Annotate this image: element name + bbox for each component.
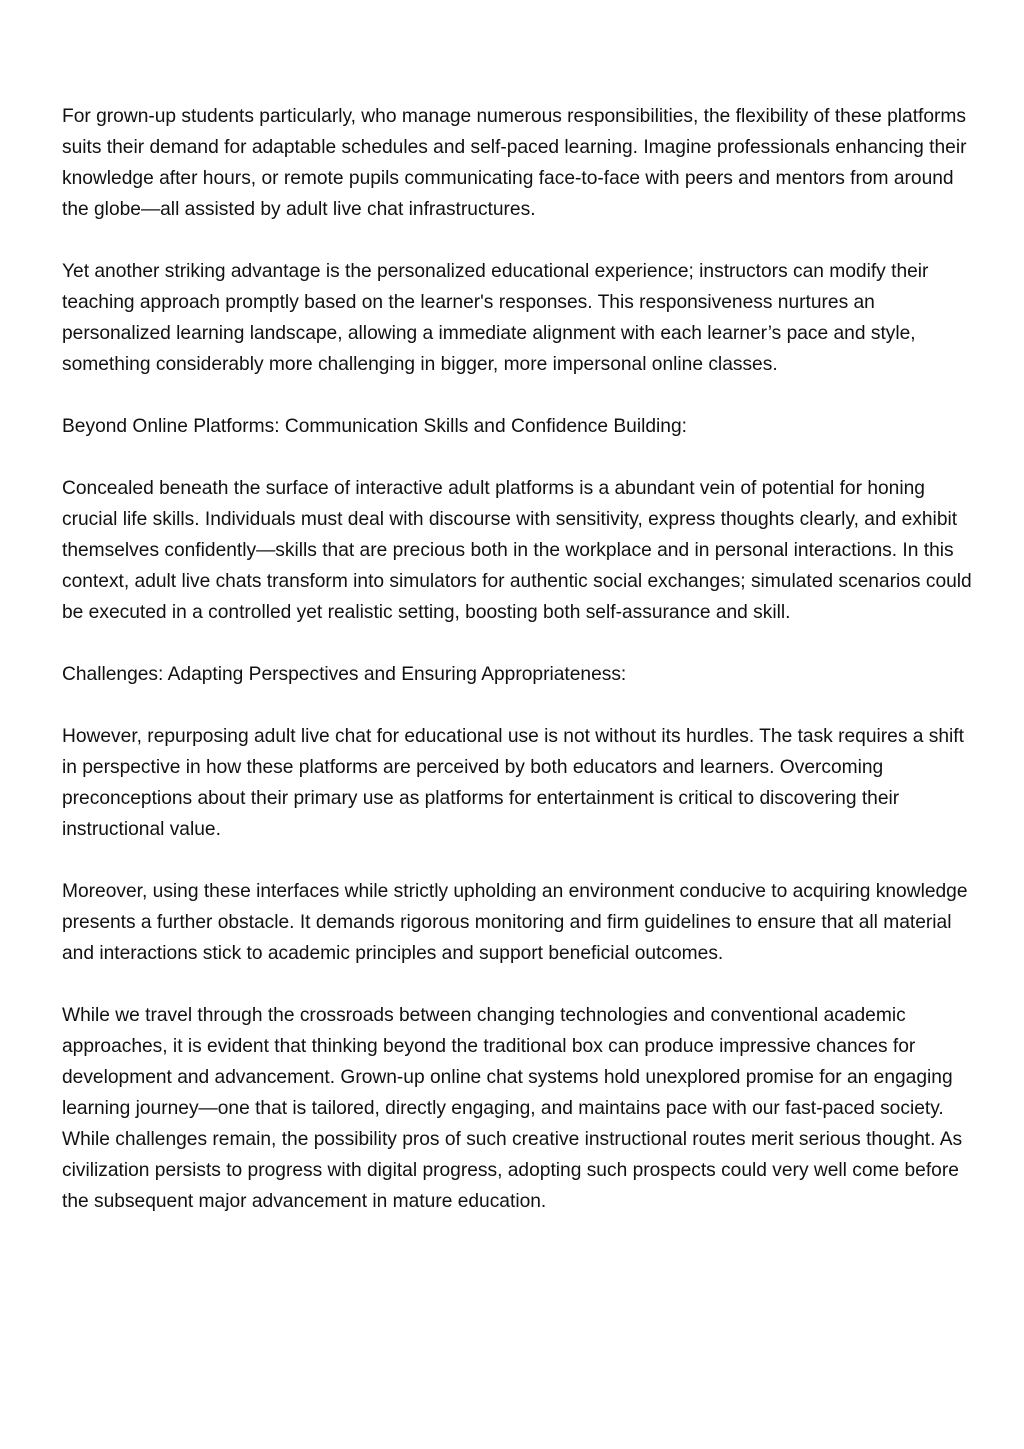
paragraph-monitoring-guidelines: Moreover, using these interfaces while strictly upholding an environment conducive to acquiring knowledge presents a further obstacle. It demands rigorous monitoring and firm guidelines to ensure that all material and interactions stick to academic principles and support beneficial outcomes. — [62, 881, 968, 964]
paragraph-flexibility: For grown-up students particularly, who manage numerous responsibilities, the flexibility of these platforms suits their demand for adaptable schedules and self-paced learning. Imagine professionals enhancing their knowledge after hours, or remote pupils communicating face-to-face with peers and mentors from around the globe—all assisted by adult live chat infrastructures. — [62, 106, 967, 220]
paragraph-life-skills: Concealed beneath the surface of interactive adult platforms is a abundant vein of potential for honing crucial life skills. Individuals must deal with discourse with sensitivity, express thoughts clearly, and exhibit themselves confidently—skills that are precious both in the workplace and in personal interactions. In this context, adult live chats transform into simulators for authentic social exchanges; simulated scenarios could be executed in a controlled yet realistic setting, boosting both self-assurance and skill. — [62, 478, 972, 623]
paragraph-repurposing-hurdles: However, repurposing adult live chat for educational use is not without its hurdles. The task requires a shift in perspective in how these platforms are perceived by both educators and learners. Overcoming preconceptions about their primary use as platforms for entertainment is critical to discovering their instructional value. — [62, 726, 964, 840]
document-body — [62, 101, 972, 1248]
section-heading-challenges: Challenges: Adapting Perspectives and Ensuring Appropriateness: — [62, 664, 627, 685]
paragraph-personalized-experience: Yet another striking advantage is the personalized educational experience; instructors can modify their teaching approach promptly based on the learner's responses. This responsiveness nurtures an personalized learning landscape, allowing a immediate alignment with each learner’s pace and style, something considerably more challenging in bigger, more impersonal online classes. — [62, 261, 929, 375]
section-heading-communication-skills: Beyond Online Platforms: Communication Skills and Confidence Building: — [62, 416, 687, 437]
paragraph-conclusion: While we travel through the crossroads between changing technologies and conventional academic approaches, it is evident that thinking beyond the traditional box can produce impressive chances for development and advancement. Grown-up online chat systems hold unexplored promise for an engaging learning journey—one that is tailored, directly engaging, and maintains pace with our fast-paced society. While challenges remain, the possibility pros of such creative instructional routes merit serious thought. As civilization persists to progress with digital progress, adopting such prospects could very well come before the subsequent major advancement in mature education. — [62, 1005, 963, 1212]
